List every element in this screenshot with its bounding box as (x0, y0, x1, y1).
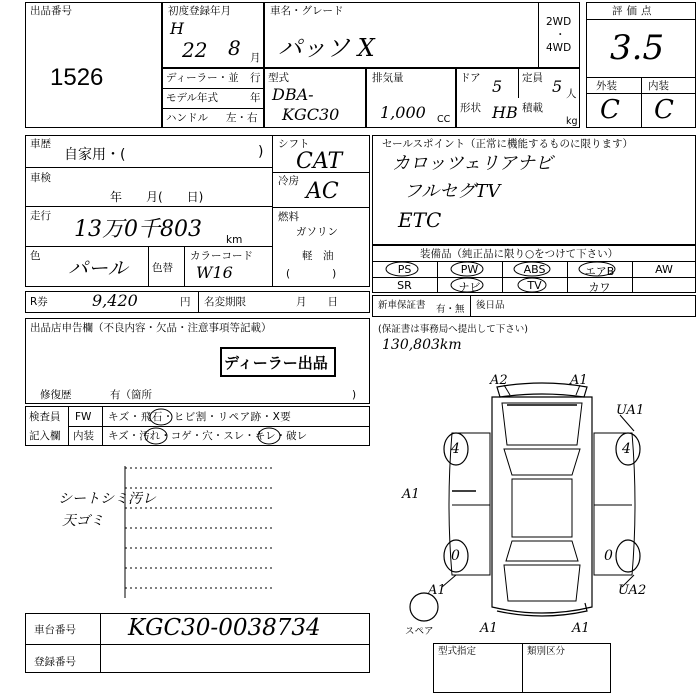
seller-label: 出品店申告欄（不良内容・欠品・注意事項等記載） (30, 322, 272, 334)
chassis-label: 車台番号 (34, 624, 76, 636)
handle-label: ハンドル (166, 112, 208, 124)
int-items: キズ・汚れ・コゲ・穴・スレ・キレ・破レ (108, 430, 308, 442)
handle-options: 左・右 (226, 112, 258, 124)
score-label: 評価点 (612, 5, 656, 17)
type-spec-label: 型式指定 (438, 646, 477, 657)
wheel-fr-grade: 4 (622, 441, 631, 457)
spare-label: スペア (405, 626, 434, 637)
mark-a1-bottom-right: A1 (572, 621, 590, 636)
shaken-value: 年 月( 日) (110, 190, 204, 204)
history-label: 車歴 (30, 138, 51, 150)
mileage-label: 走行 (30, 210, 51, 222)
tailgate (504, 565, 580, 601)
ac-div (272, 207, 370, 208)
inspector-note-2: 天ゴミ (62, 513, 104, 529)
km-unit: km (226, 234, 243, 246)
dealer-div-2 (162, 108, 264, 109)
circle-ps (386, 262, 418, 276)
dealer-label: ディーラー・並 (166, 72, 239, 84)
recycle-vdiv (198, 291, 199, 313)
car-name: パッソ X (278, 34, 375, 62)
ac-label: 冷房 (278, 175, 299, 187)
color-vdiv-2 (184, 246, 185, 287)
fw-label: FW (75, 411, 92, 423)
doors: 5 (492, 77, 503, 96)
mark-ua2: UA2 (618, 583, 647, 598)
interior-grade: C (654, 95, 674, 125)
capacity-unit: 人 (566, 88, 577, 100)
repair-value: 有（箇所 (110, 389, 152, 401)
circle-pw (451, 262, 483, 276)
model-year-label: モデル年式 (166, 92, 218, 104)
inspector-circles (25, 406, 365, 446)
note-lines (25, 448, 375, 608)
reg-year: 22 (182, 38, 208, 62)
car-name-label: 車名・グレード (270, 5, 344, 17)
repair-close: ) (352, 389, 357, 401)
chassis-value: KGC30-0038734 (128, 615, 321, 641)
inspector-note-1: シートシミ汚レ (58, 491, 156, 507)
warranty-note-value: 130,803km (382, 337, 462, 353)
score-vdiv (641, 77, 642, 128)
dealer-div-1 (162, 88, 264, 89)
shift-div (272, 172, 370, 173)
circle-sure (258, 428, 280, 444)
windshield (504, 449, 580, 475)
history-div-2 (25, 206, 272, 207)
warranty-value: 有・無 (436, 304, 465, 315)
mark-a1-bottom: A1 (480, 621, 498, 636)
chassis-vdiv (100, 613, 101, 673)
interior-label: 内装 (648, 80, 669, 92)
fuel-gas: ガソリン (296, 226, 338, 238)
fuel-diesel: 軽 油 (302, 250, 334, 262)
circle-abs (514, 262, 550, 276)
warranty-label: 新車保証書 (378, 300, 426, 311)
equip-leather: カワ (588, 281, 611, 294)
cc-unit: CC (437, 114, 451, 125)
color: パール (68, 256, 128, 280)
ac: AC (306, 179, 339, 204)
doors-vdiv (518, 68, 519, 98)
shape-label: 形状 (460, 102, 481, 114)
inspector-label-1: 検査員 (29, 411, 61, 423)
color-label: 色 (30, 250, 41, 262)
mark-a1-bl: A1 (428, 583, 446, 598)
mileage: 13万0千803 (74, 217, 202, 242)
shift: CAT (296, 149, 343, 174)
displacement: 1,000 (380, 103, 426, 122)
circle-tobiishi (150, 409, 172, 425)
after-label: 後日品 (476, 300, 505, 311)
exterior-label: 外装 (596, 80, 617, 92)
drive-dot: ・ (555, 29, 566, 41)
equip-tv: TV (527, 279, 542, 292)
recycle-value: 9,420 (92, 291, 138, 310)
mark-a2: A2 (490, 373, 508, 388)
equip-pw: PW (460, 263, 479, 276)
circle-airbag (579, 262, 615, 276)
history-vdiv (272, 135, 273, 287)
int-label: 内装 (73, 430, 94, 442)
dealer-stamp-text: ディーラー出品 (224, 354, 328, 372)
history-value: 自家用・( (64, 147, 126, 163)
roof (512, 479, 572, 537)
doors-label: ドア (460, 72, 481, 84)
type-label: 型式 (268, 72, 289, 84)
model-year-unit: 年 (250, 92, 261, 104)
dealer-row2: 行 (250, 72, 261, 84)
wheel-rl-grade: 0 (451, 548, 460, 564)
sales-line-3: ETC (398, 208, 442, 232)
name-change-value: 月 日 (296, 296, 338, 308)
first-reg-label: 初度登録年月 (168, 5, 231, 17)
equip-ps: PS (397, 263, 412, 276)
recycle-yen: 円 (180, 296, 191, 308)
shaken-label: 車検 (30, 172, 51, 184)
era: H (170, 19, 184, 38)
circle-tv (518, 278, 546, 292)
load-unit: kg (566, 116, 578, 127)
fuel-label: 燃料 (278, 211, 299, 223)
score-divider (586, 19, 696, 20)
fw-items: キズ・飛石・ヒビ割・リペア跡・X要 (108, 411, 292, 423)
month-unit: 月 (250, 52, 261, 64)
recycle-label: R券 (30, 296, 48, 308)
equip-aw: AW (655, 263, 673, 276)
rear-bumper (497, 603, 587, 616)
mark-a1-top: A1 (570, 373, 588, 388)
chassis-hdiv (25, 644, 370, 645)
lot-number: 1526 (50, 64, 104, 91)
name-change-label: 名変期限 (204, 296, 246, 308)
load-label: 積載 (522, 102, 543, 114)
equip-airbag: エアB (584, 265, 615, 278)
drive-2wd: 2WD (546, 16, 572, 28)
wheel-rear-right (616, 540, 640, 572)
equip-sr: SR (397, 279, 412, 292)
history-close: ) (258, 144, 264, 160)
wheel-rr-grade: 0 (604, 548, 613, 564)
drive-divider (538, 2, 539, 68)
sales-label: セールスポイント（正常に機能するものに限ります） (382, 138, 634, 150)
capacity: 5 (552, 77, 563, 96)
reg-month: 8 (228, 36, 241, 60)
drive-4wd: 4WD (546, 42, 572, 54)
type-value-2: KGC30 (282, 105, 340, 124)
rear-window (506, 541, 578, 561)
footer-vdiv (522, 643, 523, 693)
circle-navi (451, 278, 483, 292)
color-vdiv (148, 246, 149, 287)
mark-a1-left: A1 (402, 487, 420, 502)
hood (502, 403, 582, 445)
body-outline (492, 397, 592, 613)
exterior-grade: C (600, 95, 620, 125)
shape: HB (492, 103, 518, 122)
fuel-other: ( ) (286, 268, 337, 280)
warranty-vdiv (470, 295, 471, 317)
inspector-label-2: 記入欄 (29, 430, 61, 442)
reg-number-label: 登録番号 (34, 656, 76, 668)
color-code: W16 (196, 263, 233, 282)
wheel-fl-grade: 4 (451, 441, 460, 457)
repair-label: 修復歴 (40, 389, 72, 401)
displacement-label: 排気量 (372, 72, 404, 84)
sales-line-2: フルセグTV (404, 181, 501, 202)
equipment-circles (372, 261, 696, 293)
history-div-1 (25, 167, 272, 168)
warranty-note: (保証書は事務局へ提出して下さい) (378, 324, 528, 335)
color-code-label: カラーコード (190, 250, 253, 262)
equip-navi: ナビ (458, 281, 481, 294)
repaint-label: 色替 (152, 262, 173, 274)
score: 3.5 (610, 28, 665, 68)
lot-number-label: 出品番号 (30, 5, 72, 17)
shift-label: シフト (278, 138, 310, 150)
mark-ua1: UA1 (616, 403, 645, 418)
equipment-label: 装備品（純正品に限り○をつけて下さい） (420, 248, 619, 260)
circle-yogore (145, 428, 167, 444)
sales-line-1: カロッツェリアナビ (392, 153, 553, 174)
type-value-1: DBA- (272, 85, 314, 104)
capacity-label: 定員 (522, 72, 543, 84)
equip-abs: ABS (523, 263, 546, 276)
class-label: 類別区分 (527, 646, 566, 657)
